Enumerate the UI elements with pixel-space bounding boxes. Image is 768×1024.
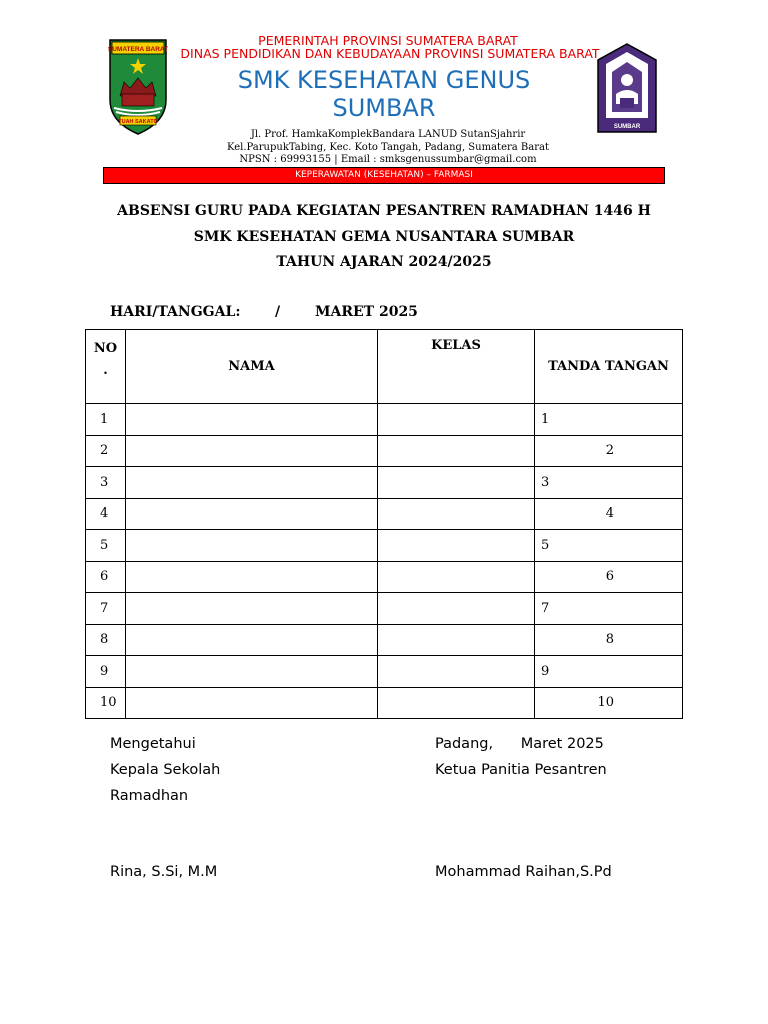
- class-cell[interactable]: [378, 561, 535, 593]
- signature-cell[interactable]: 3: [535, 467, 683, 499]
- address-line-2: Kel.ParupukTabing, Kec. Koto Tangah, Padang, Sumatera Barat: [227, 142, 549, 153]
- row-number: 8: [86, 624, 126, 656]
- name-cell[interactable]: [126, 435, 378, 467]
- table-row: [86, 656, 683, 688]
- ramadhan-label: Ramadhan: [110, 788, 189, 804]
- row-number: 1: [86, 404, 126, 436]
- date-month-year: MARET 2025: [315, 304, 418, 320]
- school-name: SMK KESEHATAN GENUS SUMBAR: [237, 66, 531, 122]
- class-cell[interactable]: [378, 530, 535, 562]
- row-number: 5: [86, 530, 126, 562]
- table-header-row: [86, 330, 683, 404]
- table-row: [86, 404, 683, 436]
- left-logo-motto: TUAH SAKATO: [118, 119, 158, 125]
- class-cell[interactable]: [378, 593, 535, 625]
- signature-cell[interactable]: 4: [535, 498, 683, 530]
- class-cell[interactable]: [378, 687, 535, 719]
- right-logo-bottom-text: SUMBAR: [613, 124, 641, 130]
- address-line-3: NPSN : 69993155 | Email : smksgenussumbar@gmail.com: [239, 154, 537, 165]
- name-cell[interactable]: [126, 687, 378, 719]
- table-row: [86, 687, 683, 719]
- name-cell[interactable]: [126, 404, 378, 436]
- name-cell[interactable]: [126, 561, 378, 593]
- government-line-1: PEMERINTAH PROVINSI SUMATERA BARAT: [258, 33, 518, 48]
- date-label: HARI/TANGGAL:: [110, 304, 241, 320]
- header-kelas: KELAS: [378, 330, 535, 404]
- principal-title: Kepala Sekolah: [110, 762, 221, 778]
- header-no-dot: .: [103, 363, 108, 378]
- table-row: [86, 624, 683, 656]
- class-cell[interactable]: [378, 435, 535, 467]
- name-cell[interactable]: [126, 593, 378, 625]
- row-number: 10: [86, 687, 126, 719]
- class-cell[interactable]: [378, 498, 535, 530]
- row-number: 7: [86, 593, 126, 625]
- header-no-text: NO: [93, 341, 118, 356]
- name-cell[interactable]: [126, 498, 378, 530]
- table-row: [86, 561, 683, 593]
- date-slash: /: [275, 304, 281, 320]
- table-row: [86, 530, 683, 562]
- document-title: ABSENSI GURU PADA KEGIATAN PESANTREN RAMADHAN 1446 H: [117, 203, 651, 219]
- committee-chair-name: Mohammad Raihan,S.Pd: [435, 864, 612, 880]
- header-tanda-tangan: TANDA TANGAN: [535, 330, 683, 404]
- program-bar: KEPERAWATAN (KESEHATAN) – FARMASI: [103, 167, 665, 184]
- name-cell[interactable]: [126, 656, 378, 688]
- attendance-table: [85, 329, 683, 719]
- table-row: [86, 498, 683, 530]
- signature-cell[interactable]: 5: [535, 530, 683, 562]
- row-number: 3: [86, 467, 126, 499]
- table-row: [86, 435, 683, 467]
- address-line-1: Jl. Prof. HamkaKomplekBandara LANUD SutanSjahrir: [250, 129, 526, 140]
- place-date: Padang, Maret 2025: [435, 736, 604, 752]
- signature-cell[interactable]: 2: [535, 435, 683, 467]
- committee-chair-title: Ketua Panitia Pesantren: [435, 762, 607, 778]
- name-cell[interactable]: [126, 624, 378, 656]
- class-cell[interactable]: [378, 404, 535, 436]
- name-cell[interactable]: [126, 467, 378, 499]
- name-cell[interactable]: [126, 530, 378, 562]
- document-subtitle: SMK KESEHATAN GEMA NUSANTARA SUMBAR: [193, 229, 575, 245]
- header-no: [86, 330, 126, 404]
- acknowledged-label: Mengetahui: [110, 736, 196, 752]
- class-cell[interactable]: [378, 656, 535, 688]
- class-cell[interactable]: [378, 467, 535, 499]
- header-nama: NAMA: [126, 330, 378, 404]
- left-logo-banner: SUMATERA BARAT: [108, 46, 168, 53]
- table-body: [86, 404, 683, 719]
- table-row: [86, 467, 683, 499]
- table-row: [86, 593, 683, 625]
- row-number: 6: [86, 561, 126, 593]
- academic-year: TAHUN AJARAN 2024/2025: [276, 254, 492, 270]
- signature-cell[interactable]: 10: [535, 687, 683, 719]
- row-number: 4: [86, 498, 126, 530]
- row-number: 9: [86, 656, 126, 688]
- signature-cell[interactable]: 7: [535, 593, 683, 625]
- signature-cell[interactable]: 9: [535, 656, 683, 688]
- signature-cell[interactable]: 6: [535, 561, 683, 593]
- government-line-2: DINAS PENDIDIKAN DAN KEBUDAYAAN PROVINSI SUMATERA BARAT: [180, 46, 600, 61]
- class-cell[interactable]: [378, 624, 535, 656]
- row-number: 2: [86, 435, 126, 467]
- signature-cell[interactable]: 1: [535, 404, 683, 436]
- principal-name: Rina, S.Si, M.M: [110, 864, 218, 880]
- signature-cell[interactable]: 8: [535, 624, 683, 656]
